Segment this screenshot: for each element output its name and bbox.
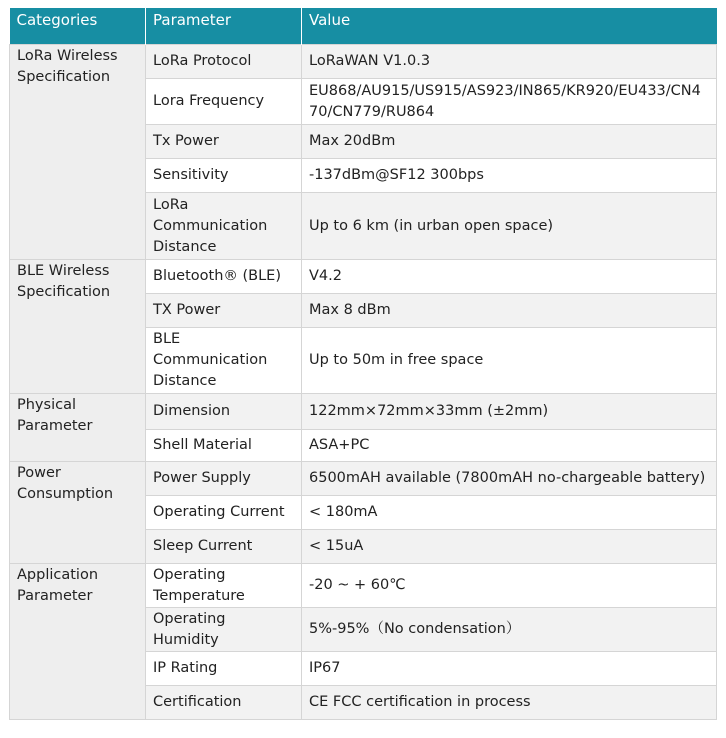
- table-row: [10, 564, 717, 608]
- parameter-cell: Certification: [146, 686, 302, 720]
- category-application: Application Parameter: [10, 564, 146, 720]
- table-row: [10, 260, 717, 294]
- parameter-cell: Tx Power: [146, 125, 302, 159]
- parameter-cell: Shell Material: [146, 430, 302, 462]
- category-lora: LoRa Wireless Specification: [10, 45, 146, 260]
- parameter-cell: Lora Frequency: [146, 79, 302, 125]
- value-cell: EU868/AU915/US915/AS923/IN865/KR920/EU433/CN470/CN779/RU864: [302, 79, 717, 125]
- value-cell: Max 8 dBm: [302, 294, 717, 328]
- value-cell: < 180mA: [302, 496, 717, 530]
- value-cell: 6500mAH available (7800mAH no-chargeable battery): [302, 462, 717, 496]
- header-categories: Categories: [10, 8, 146, 45]
- value-cell: 122mm×72mm×33mm (±2mm): [302, 394, 717, 430]
- parameter-cell: Bluetooth® (BLE): [146, 260, 302, 294]
- parameter-cell: Operating Humidity: [146, 608, 302, 652]
- header-row: [10, 8, 717, 45]
- header-parameter: Parameter: [146, 8, 302, 45]
- value-cell: < 15uA: [302, 530, 717, 564]
- parameter-cell: Sensitivity: [146, 159, 302, 193]
- value-cell: -137dBm@SF12 300bps: [302, 159, 717, 193]
- parameter-cell: Operating Current: [146, 496, 302, 530]
- parameter-cell: LoRa Protocol: [146, 45, 302, 79]
- spec-table: [9, 8, 717, 720]
- header-value: Value: [302, 8, 717, 45]
- value-cell: Max 20dBm: [302, 125, 717, 159]
- table-row: [10, 394, 717, 430]
- parameter-cell: IP Rating: [146, 652, 302, 686]
- category-ble: BLE Wireless Specification: [10, 260, 146, 394]
- value-cell: LoRaWAN V1.0.3: [302, 45, 717, 79]
- value-cell: IP67: [302, 652, 717, 686]
- value-cell: 5%-95%（No condensation）: [302, 608, 717, 652]
- table-row: [10, 45, 717, 79]
- value-cell: -20 ~ + 60℃: [302, 564, 717, 608]
- value-cell: Up to 50m in free space: [302, 328, 717, 394]
- value-cell: CE FCC certification in process: [302, 686, 717, 720]
- table-row: [10, 462, 717, 496]
- value-cell: V4.2: [302, 260, 717, 294]
- parameter-cell: Dimension: [146, 394, 302, 430]
- parameter-cell: Power Supply: [146, 462, 302, 496]
- category-physical: Physical Parameter: [10, 394, 146, 462]
- value-cell: Up to 6 km (in urban open space): [302, 193, 717, 260]
- parameter-cell: TX Power: [146, 294, 302, 328]
- parameter-cell: Sleep Current: [146, 530, 302, 564]
- category-power: Power Consumption: [10, 462, 146, 564]
- parameter-cell: LoRa Communication Distance: [146, 193, 302, 260]
- value-cell: ASA+PC: [302, 430, 717, 462]
- parameter-cell: BLE Communication Distance: [146, 328, 302, 394]
- parameter-cell: Operating Temperature: [146, 564, 302, 608]
